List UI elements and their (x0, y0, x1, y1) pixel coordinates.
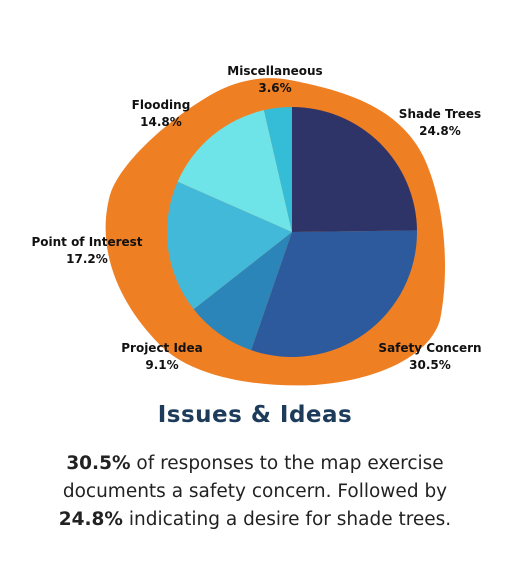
description-bold-1: 30.5% (66, 453, 131, 474)
chart-title: Issues & Ideas (157, 402, 353, 428)
slice-value-label: 17.2% (66, 252, 108, 266)
slice-value-label: 30.5% (409, 358, 451, 372)
slice-value-label: 9.1% (145, 358, 179, 372)
slice-label: Shade Trees (398, 107, 482, 121)
slice-value-label: 3.6% (258, 81, 292, 95)
description (55, 450, 455, 534)
description-text-2: indicating a desire for shade trees. (122, 509, 452, 530)
slice-value-label: 24.8% (419, 124, 461, 138)
slice-label: Safety Concern (378, 341, 482, 355)
description-bold-2: 24.8% (58, 509, 123, 530)
description-text-1: of responses to the map exercise documents a safety concern. Followed by (62, 453, 448, 502)
slice-label: Project Idea (121, 341, 203, 355)
slice-value-label: 14.8% (140, 115, 182, 129)
slice-label: Flooding (131, 98, 191, 112)
slice-label: Point of Interest (31, 235, 143, 249)
slice-label: Miscellaneous (227, 64, 323, 78)
